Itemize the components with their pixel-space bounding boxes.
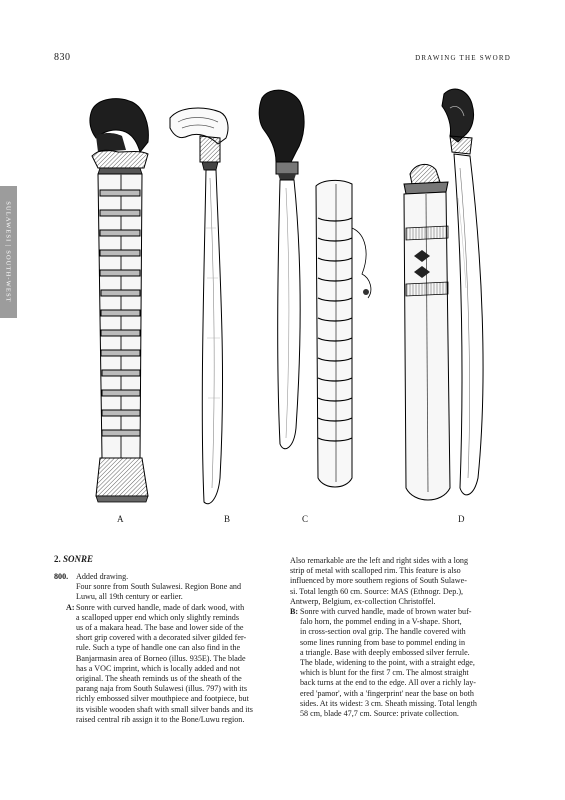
item-b-line: which is blunt for the first 7 cm. The almost straight xyxy=(300,668,469,678)
right-column xyxy=(290,556,510,719)
item-b-line: back turns at the end to the edge. All over a richly lay- xyxy=(300,678,476,688)
entry-number: 800. xyxy=(54,572,69,581)
item-b-line: ered 'pamor', with a 'fingerprint' near the base on both xyxy=(300,688,474,698)
sword-d xyxy=(404,89,483,500)
sword-drawing xyxy=(70,78,510,528)
section-number: 2. xyxy=(54,554,61,564)
item-a-tag: A: xyxy=(66,602,75,612)
item-b-line: falo horn, the pommel ending in a V-shape. Short, xyxy=(300,617,462,627)
item-b-line: some lines running from base to pommel ending in xyxy=(300,637,465,647)
left-column xyxy=(54,572,272,725)
item-b-line: Sonre with curved handle, made of brown water buf- xyxy=(300,607,472,617)
entry-title: Added drawing. xyxy=(76,572,129,581)
item-a-line: parang naja from South Sulawesi (illus. 797) with its xyxy=(76,684,248,694)
page-number: 830 xyxy=(54,52,71,63)
item-a-line: short grip covered with a decorated silver gilded fer- xyxy=(76,633,247,643)
sword-b xyxy=(170,108,228,504)
sword-c xyxy=(259,90,371,487)
para-line: influenced by more southern regions of South Sulawe- xyxy=(290,576,467,586)
item-b-line: in cross-section oval grip. The handle covered with xyxy=(300,627,466,637)
sword-a xyxy=(90,99,148,502)
figure-label-b: B xyxy=(224,514,231,524)
item-a-line: has a VOC imprint, which is locally added and not xyxy=(76,663,240,673)
figure-label-a: A xyxy=(117,514,124,524)
para-line: si. Total length 60 cm. Source: MAS (Ethnogr. Dep.), xyxy=(290,586,464,596)
para-line: Antwerp, Belgium, ex-collection Christoffel. xyxy=(290,596,436,606)
para-line: strip of metal with scalloped rim. This feature is also xyxy=(290,566,461,576)
item-a-line: its visible wooden shaft with small silver bands and its xyxy=(76,704,253,714)
item-a-line: rule. Such a type of handle one can also find in the xyxy=(76,643,241,653)
intro-line: Four sonre from South Sulawesi. Region Bone and xyxy=(76,582,242,592)
item-b-line: 58 cm, blade 47,7 cm. Source: private collection. xyxy=(300,709,459,719)
section-heading xyxy=(54,554,93,564)
item-a-line: a scalloped upper end which only slightly reminds xyxy=(76,612,239,622)
item-b-tag: B: xyxy=(290,607,299,617)
section-title: SONRE xyxy=(63,554,94,564)
item-a-line: us of a makara head. The base and lower side of the xyxy=(76,623,244,633)
intro-line: Luwu, all 19th century or earlier. xyxy=(76,592,183,602)
running-head: DRAWING THE SWORD xyxy=(415,54,511,62)
side-tab-text: SULAWESI | SOUTH-WEST xyxy=(4,201,12,303)
item-a-line: Banjarmasin area of Borneo (illus. 935E). The blade xyxy=(76,653,246,663)
item-a-line: raised central rib assign it to the Bone/Luwu region. xyxy=(76,714,245,724)
sword-illustration xyxy=(70,78,510,528)
item-b-line: The blade, widening to the point, with a straight edge, xyxy=(300,658,475,668)
item-b-line: sides. At its widest: 3 cm. Sheath missing. Total length xyxy=(300,698,477,708)
figure-label-c: C xyxy=(302,514,309,524)
figure-label-d: D xyxy=(458,514,465,524)
item-a-line: original. The sheath reminds us of the sheath of the xyxy=(76,674,242,684)
item-a-line: Sonre with curved handle, made of dark wood, with xyxy=(76,602,245,612)
para-line: Also remarkable are the left and right sides with a long xyxy=(290,556,469,565)
item-a-line: richly embossed silver mouthpiece and footpiece, but xyxy=(76,694,249,704)
item-b-line: a triangle. Base with deeply embossed silver ferrule. xyxy=(300,647,470,657)
